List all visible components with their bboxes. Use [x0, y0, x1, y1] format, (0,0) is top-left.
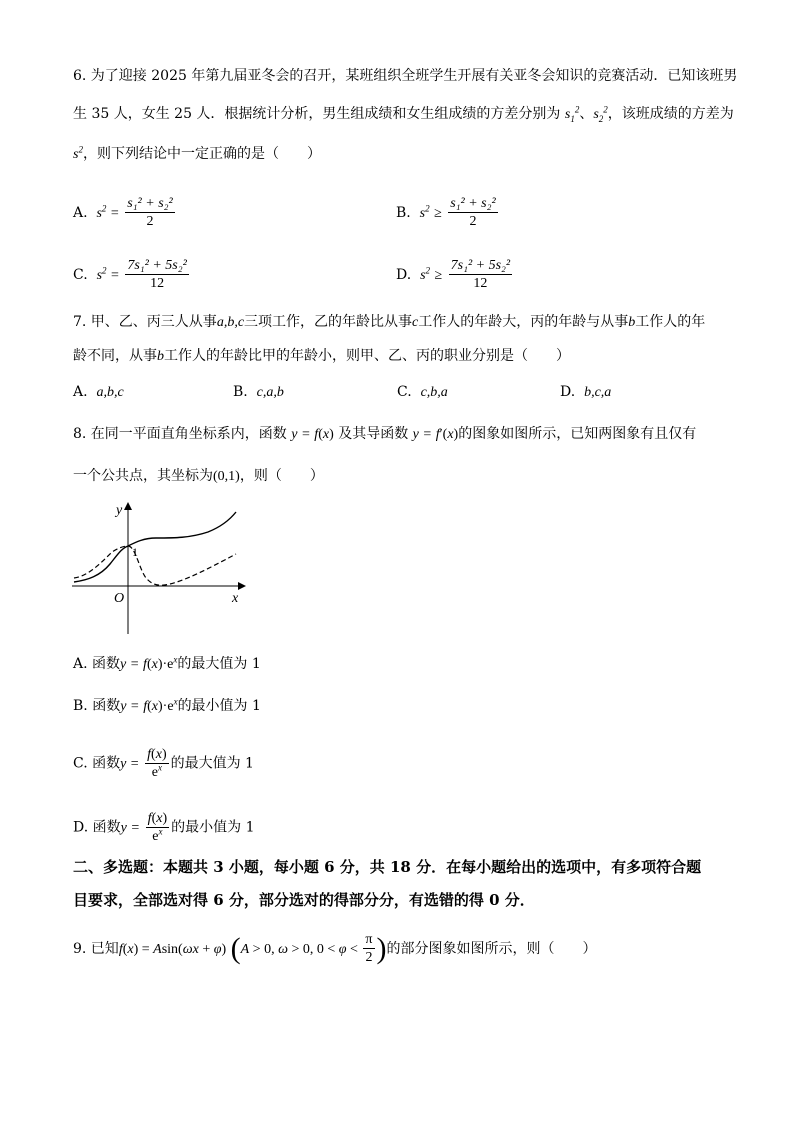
q7-option-a: A. a,b,c: [73, 384, 124, 400]
option-label: B.: [396, 205, 411, 221]
s2-squared: $s_2^2$: [593, 104, 608, 124]
s1-squared: $s_1^2$: [564, 104, 580, 124]
q7-option-c: C. c,b,a: [397, 384, 448, 400]
option-label: D.: [396, 267, 412, 283]
q8-function-graph: [66, 498, 246, 638]
x-axis-arrow: [238, 582, 246, 590]
q9-line-1: 9. 已知f(x) = Asin(ωx + φ) (A > 0, ω > 0, 0 < φ < $\frac{\pi}{2}$ )的部分图象如图所示，则（ ）: [73, 932, 597, 965]
option-label: C.: [73, 267, 88, 283]
fraction: $\frac{\text{s₁² + s₂²}}{2}$: [127, 196, 173, 229]
q6-stem-end: ，则下列结论中一定正确的是（ ）: [82, 146, 321, 162]
fraction: $\frac{\text{s₁² + s₂²}}{2}$: [450, 196, 496, 229]
section-2-heading: 二、多选题：本题共 3 小题，每小题 6 分，共 18 分．在每小题给出的选项中，有多项符合题: [73, 858, 702, 876]
fraction: $\frac{\text{7s₁² + 5s₂²}}{12}$: [450, 258, 511, 291]
q7-option-d: D. b,c,a: [560, 384, 612, 400]
option-label: A.: [73, 205, 88, 221]
q6-line-1: 6. 为了迎接 2025 年第九届亚冬会的召开，某班组织全班学生开展有关亚冬会知识的竞赛活动．已知该班男: [73, 68, 738, 84]
q8-line-2: 一个公共点，其坐标为(0,1)，则（ ）: [73, 468, 324, 484]
q8-option-a: A. 函数$y = f(x)\cdot e^x$的最大值为 1: [73, 654, 261, 672]
origin-label: O: [114, 591, 125, 606]
intersection-point: (0,1): [213, 469, 240, 484]
f-curve: [74, 512, 236, 582]
point-label: 1: [132, 545, 138, 559]
q6-line-3: [73, 144, 321, 165]
q6-option-b: B. $s^2$ ≥ $\frac{\text{s₁² + s₂²}}{2}$: [396, 196, 496, 229]
y-label: y: [116, 503, 123, 518]
q7-option-b: B. c,a,b: [233, 384, 284, 400]
q6-option-c: C. $s^2$ = $\frac{\text{7s₁² + 5s₂²}}{12}$: [73, 258, 187, 291]
q8-line-1: 8. 在同一平面直角坐标系内，函数 y = f(x) 及其导函数 y = f′(x)的图象如图所示，已知两图象有且仅有: [73, 426, 697, 442]
q6-option-d: D. $s^2$ ≥ $\frac{\text{7s₁² + 5s₂²}}{12}$: [396, 258, 511, 291]
q6-option-a: A. $s^2$ = $\frac{\text{s₁² + s₂²}}{2}$: [73, 196, 173, 229]
q6-text-2: ，该班成绩的方差为: [607, 106, 734, 122]
x-label: x: [232, 591, 239, 606]
s-squared: $s^2$: [73, 144, 83, 162]
q7-line-2: 龄不同，从事b工作人的年龄比甲的年龄小，则甲、乙、丙的职业分别是（ ）: [73, 348, 570, 364]
q7-vars: a,b,c: [216, 315, 245, 330]
q7-line-1: 7. 甲、乙、丙三人从事a,b,c三项工作，乙的年龄比从事c工作人的年龄大，丙的年龄与从事b工作人的年: [73, 314, 706, 330]
section-2-heading-2: 目要求，全部选对得 6 分，部分选对的得部分分，有选错的得 0 分．: [73, 891, 535, 909]
q8-option-d: D. 函数y = $\frac{f(x)}{e^x}$ 的最小值为 1: [73, 811, 255, 844]
y-axis-arrow: [124, 502, 132, 510]
fraction: $\frac{\text{7s₁² + 5s₂²}}{12}$: [127, 258, 187, 291]
q8-option-c: C. 函数y = $\frac{f(x)}{e^x}$ 的最大值为 1: [73, 747, 254, 780]
q8-option-b: B. 函数$y = f(x)\cdot e^x$的最小值为 1: [73, 696, 261, 714]
f-prime-curve: [74, 546, 236, 585]
q6-text: 生 35 人，女生 25 人．根据统计分析，男生组成绩和女生组成绩的方差分别为: [73, 106, 561, 122]
q6-line-2: 生 35 人，女生 25 人．根据统计分析，男生组成绩和女生组成绩的方差分别为 $s_1^2$、$s_2^2$，该班成绩的方差为: [73, 104, 734, 124]
